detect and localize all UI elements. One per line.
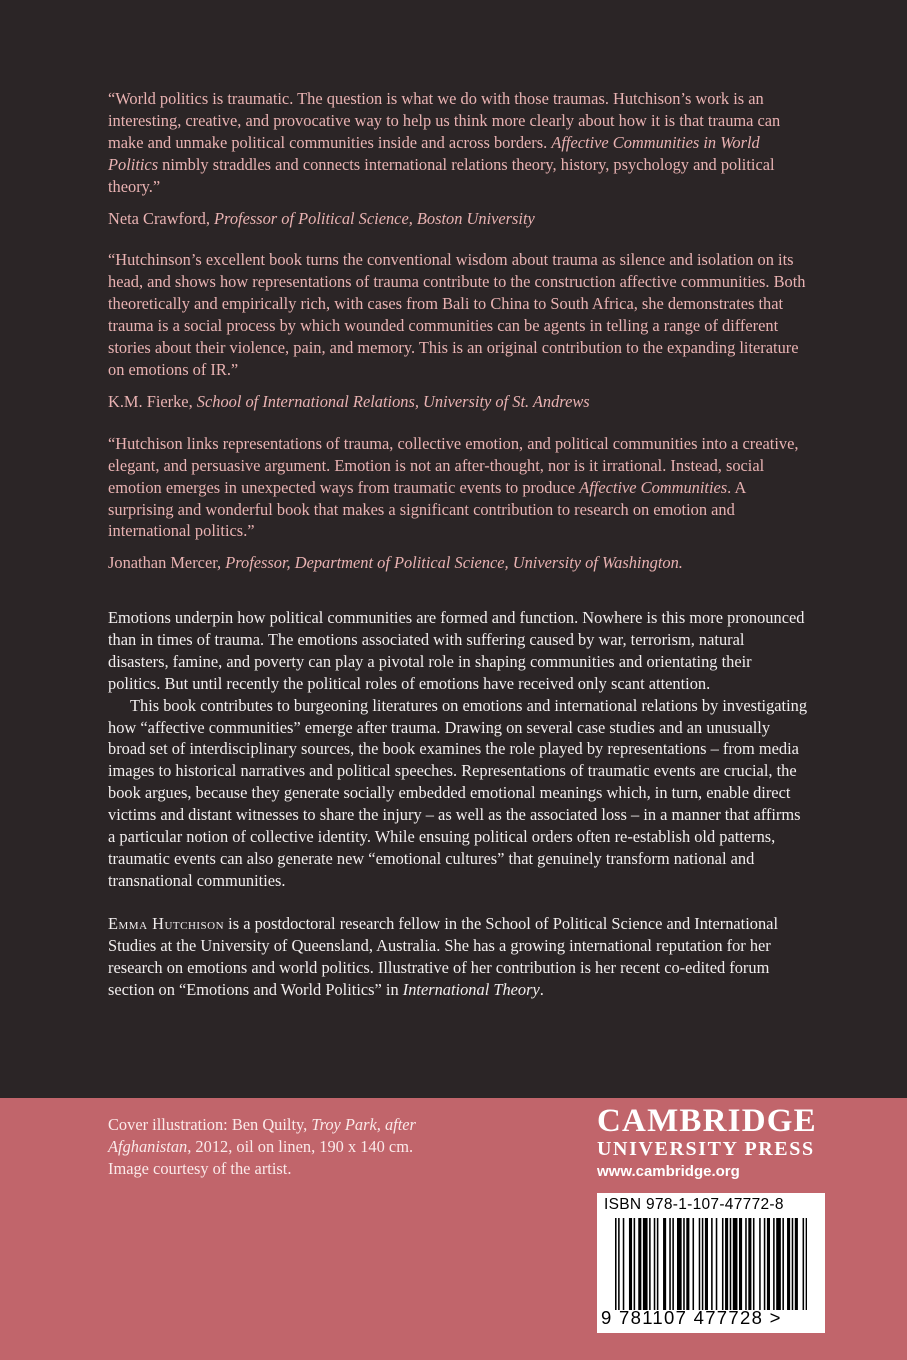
barcode-bar xyxy=(748,1218,751,1310)
barcode-bar xyxy=(634,1218,636,1310)
barcode-bar xyxy=(716,1218,718,1310)
publisher-logo xyxy=(597,1104,827,1182)
barcode-bar xyxy=(787,1218,790,1310)
author-bio-text: is a postdoctoral research fellow in the School of Political Science and International Studies at the University of Queensland, Australia. She has a growing international reputation for her research on emotions and world politics. Illustrative of her contribution is her recent co-edited forum section on “Emotions and World Politics” in xyxy=(108,913,778,999)
cover-credit xyxy=(108,1114,453,1180)
barcode-bar xyxy=(764,1218,766,1310)
endorsement-attribution xyxy=(108,208,808,230)
barcode-bar xyxy=(722,1218,724,1310)
barcode-bar xyxy=(629,1218,632,1310)
endorser-name: Neta Crawford, xyxy=(108,208,215,228)
barcode-bar xyxy=(711,1218,713,1310)
barcode-bar xyxy=(725,1218,728,1310)
barcode-bar xyxy=(776,1218,781,1310)
barcode-bar xyxy=(672,1218,674,1310)
barcode-bar xyxy=(730,1218,732,1310)
barcode-bar xyxy=(669,1218,671,1310)
barcode-bar xyxy=(795,1218,798,1310)
quote-text: nimbly straddles and connects international relations theory, history, psychology and political theory.” xyxy=(108,154,775,196)
artwork-title: Troy Park, after Afghanistan xyxy=(108,1115,416,1156)
quote-book-title: Affective Communities xyxy=(579,477,728,497)
barcode-bar xyxy=(792,1218,794,1310)
barcode-bar xyxy=(683,1218,685,1310)
endorsement-attribution xyxy=(108,552,808,574)
barcode-bar xyxy=(745,1218,747,1310)
barcode-bar xyxy=(753,1218,755,1310)
publisher-url: www.cambridge.org xyxy=(597,1163,740,1180)
barcode-bar xyxy=(806,1218,807,1310)
endorsement-attribution xyxy=(108,391,808,413)
barcode-bar xyxy=(702,1218,704,1310)
barcode-bar xyxy=(699,1218,701,1310)
endorser-name: K.M. Fierke, xyxy=(108,391,197,411)
credit-suffix: , 2012, oil on linen, 190 x 140 cm. xyxy=(187,1137,414,1156)
endorser-name: Jonathan Mercer, xyxy=(108,553,226,573)
endorser-affiliation: School of International Relations, University of St. Andrews xyxy=(196,391,590,411)
barcode-bar xyxy=(618,1218,620,1310)
barcode-bar xyxy=(623,1218,625,1310)
endorsement-quote xyxy=(108,88,808,198)
credit-prefix: Cover illustration: Ben Quilty, xyxy=(108,1115,312,1134)
endorsement-crawford xyxy=(108,88,808,229)
barcode-bar xyxy=(705,1218,708,1310)
quote-text: “World politics is traumatic. The question is what we do with those traumas. Hutchison’s work is an interesting, creative, and provocative way to help us think more clearly about how it is that trauma can make and unmake political communities inside and across borders. xyxy=(108,89,781,152)
barcode-bar xyxy=(773,1218,775,1310)
author-bio-end: . xyxy=(539,979,544,999)
barcode-bar xyxy=(803,1218,805,1310)
barcode-bar xyxy=(739,1218,742,1310)
credit-courtesy: Image courtesy of the artist. xyxy=(108,1159,292,1178)
quote-book-title: Affective Communities in World Politics xyxy=(108,132,760,174)
barcode-bar xyxy=(654,1218,656,1310)
publisher-subtitle: UNIVERSITY PRESS xyxy=(597,1138,815,1160)
endorsements xyxy=(108,88,808,594)
author-bio xyxy=(108,913,808,1001)
barcode-bar xyxy=(638,1218,641,1310)
barcode-bar xyxy=(733,1218,738,1310)
endorsement-fierke xyxy=(108,249,808,412)
barcode-digits: 9 781107 477728 > xyxy=(601,1307,782,1328)
barcode-bar xyxy=(782,1218,784,1310)
barcode-bar xyxy=(643,1218,648,1310)
journal-title: International Theory xyxy=(402,979,540,999)
barcode-bar xyxy=(693,1218,695,1310)
publisher-name: CAMBRIDGE xyxy=(597,1103,817,1139)
author-name: Emma Hutchison xyxy=(108,913,225,933)
barcode-bar xyxy=(767,1218,770,1310)
quote-text: “Hutchison links representations of trauma, collective emotion, and political communities into a creative, elegant, and persuasive argument. Emotion is not an after-thought, nor is it irrational. Instead, social emotion emerges in unexpected ways from traumatic events to produce xyxy=(108,433,799,497)
barcode-bar xyxy=(686,1218,689,1310)
barcode-box xyxy=(597,1193,825,1333)
barcode-bar xyxy=(615,1218,617,1310)
endorsement-quote xyxy=(108,433,808,543)
book-description xyxy=(108,607,808,1000)
description-paragraph-2: This book contributes to burgeoning literatures on emotions and international relations by investigating how “affective communities” emerge after trauma. Drawing on several case studies and an unusually broad set of interdisciplinary sources, the book examines the role played by representations – from media images to historical narratives and political speeches. Representations of traumatic events are crucial, the book argues, because they generate socially embedded emotional meanings which, in turn, enable direct victims and distant witnesses to share the injury – as well as the associated loss – in a manner that affirms a particular notion of collective identity. While ensuing political orders often re-establish old patterns, traumatic events can also generate new “emotional cultures” that genuinely transform national and transnational communities. xyxy=(108,695,808,890)
barcode-bar xyxy=(649,1218,651,1310)
endorsement-quote xyxy=(108,249,808,380)
description-paragraph-1: Emotions underpin how political communities are formed and function. Nowhere is this more pronounced than in times of trauma. The emotions associated with suffering caused by war, terrorism, natural disasters, famine, and poverty can play a pivotal role in shaping communities and orientating their politics. But until recently the political roles of emotions have received only scant attention. xyxy=(108,608,805,693)
quote-text: . A surprising and wonderful book that makes a significant contribution to research on emotion and international politics.” xyxy=(108,477,746,541)
barcode-bar xyxy=(663,1218,666,1310)
endorser-affiliation: Professor, Department of Political Science, University of Washington. xyxy=(225,553,683,573)
barcode-bar xyxy=(677,1218,682,1310)
barcode-bar xyxy=(759,1218,761,1310)
quote-text: “Hutchinson’s excellent book turns the conventional wisdom about trauma as silence and isolation on its head, and shows how representations of trauma contribute to the construction affective communities. Both theoretically and empirically rich, with cases from Bali to China to South Africa, she demonstrates that trauma is a social process by which wounded communities can be agents in telling a range of different stories about their violence, pain, and memory. This is an original contribution to the expanding literature on emotions of IR.” xyxy=(108,250,806,379)
isbn-label: ISBN 978-1-107-47772-8 xyxy=(604,1196,784,1213)
endorser-affiliation: Professor of Political Science, Boston University xyxy=(214,208,535,228)
barcode-bars xyxy=(615,1218,807,1310)
endorsement-mercer xyxy=(108,433,808,574)
barcode-bar xyxy=(657,1218,659,1310)
